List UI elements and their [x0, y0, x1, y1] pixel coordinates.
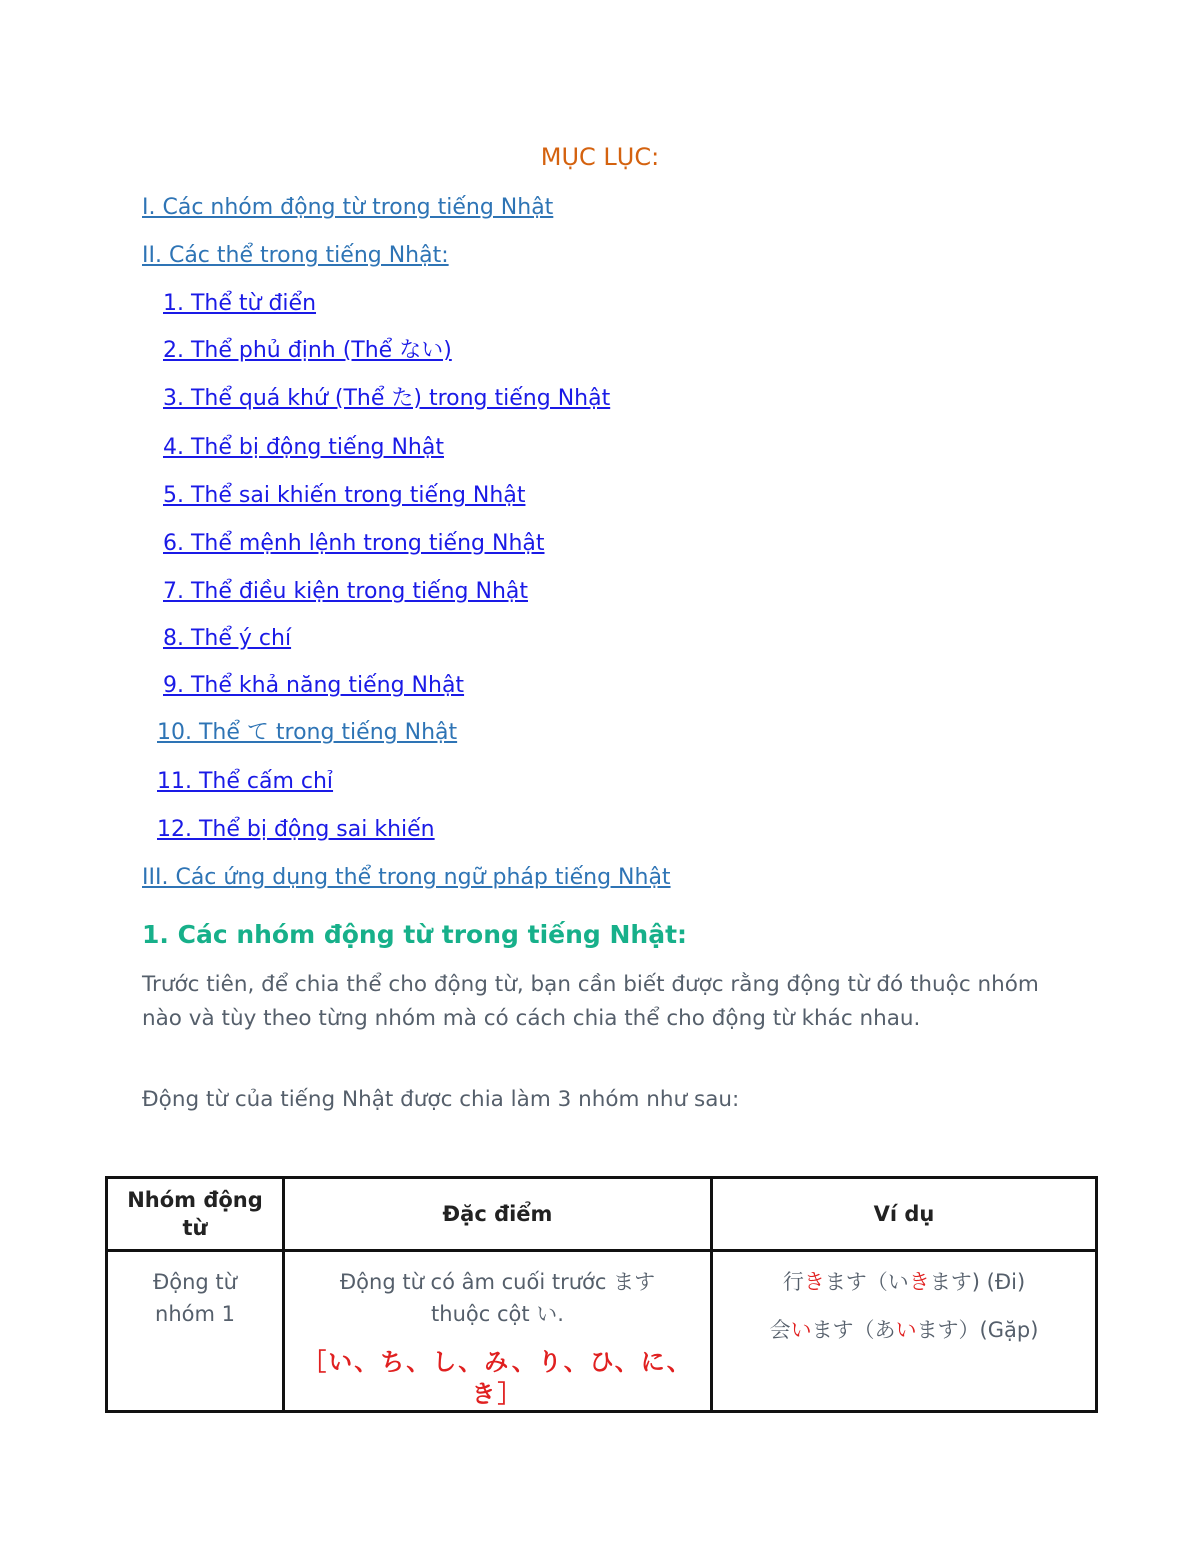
- toc-link-section-2[interactable]: II. Các thể trong tiếng Nhật:: [142, 243, 449, 268]
- toc-link-te-form[interactable]: 10. Thể て trong tiếng Nhật: [157, 720, 458, 745]
- example-line: 会います（あいます）(Gặp): [769, 1318, 1039, 1342]
- toc-link-passive-form[interactable]: 4. Thể bị động tiếng Nhật: [163, 435, 444, 460]
- toc-link-negative-form[interactable]: 2. Thể phủ định (Thể ない): [163, 338, 452, 363]
- header-example: Ví dụ: [712, 1178, 1097, 1251]
- section-heading: 1. Các nhóm động từ trong tiếng Nhật:: [142, 920, 688, 949]
- groups-paragraph: Động từ của tiếng Nhật được chia làm 3 nhóm như sau:: [142, 1087, 740, 1112]
- header-group: Nhóm động từ: [107, 1178, 284, 1251]
- feature-text: Động từ có âm cuối trước ます thuộc cột い.: [339, 1270, 656, 1326]
- toc-link-conditional-form[interactable]: 7. Thể điều kiện trong tiếng Nhật: [163, 579, 528, 604]
- verb-group-table: [105, 1176, 1098, 1413]
- toc-link-potential-form[interactable]: 9. Thể khả năng tiếng Nhật: [163, 673, 465, 698]
- toc-link-causative-form[interactable]: 5. Thể sai khiến trong tiếng Nhật: [163, 483, 526, 508]
- cell-group: [107, 1251, 284, 1412]
- table-row: [107, 1251, 1097, 1412]
- toc-link-causative-passive-form[interactable]: 12. Thể bị động sai khiến: [157, 817, 435, 842]
- group-text: Động từ nhóm 1: [153, 1270, 237, 1326]
- cell-feature: [284, 1251, 712, 1412]
- example-line: 行きます（いきます) (Đi): [782, 1270, 1026, 1294]
- toc-link-volitional-form[interactable]: 8. Thể ý chí: [163, 626, 292, 651]
- toc-link-dictionary-form[interactable]: 1. Thể từ điển: [163, 291, 317, 316]
- toc-link-prohibitive-form[interactable]: 11. Thể cấm chỉ: [157, 769, 334, 794]
- toc-link-section-3[interactable]: III. Các ứng dụng thể trong ngữ pháp tiếng Nhật: [142, 865, 671, 890]
- table-header-row: [107, 1178, 1097, 1251]
- toc-link-section-1[interactable]: I. Các nhóm động từ trong tiếng Nhật: [142, 195, 554, 220]
- intro-paragraph: Trước tiên, để chia thể cho động từ, bạn cần biết được rằng động từ đó thuộc nhóm nào và tùy theo từng nhóm mà có cách chia thể cho động từ khác nhau.: [142, 972, 1039, 1031]
- toc-link-past-form[interactable]: 3. Thể quá khứ (Thể た) trong tiếng Nhật: [163, 386, 611, 411]
- header-feature: Đặc điểm: [284, 1178, 712, 1251]
- cell-example: [712, 1251, 1097, 1412]
- toc-title: MỤC LỤC:: [540, 143, 660, 171]
- feature-highlight: ［い、ち、し、み、り、ひ、に、き］: [302, 1348, 693, 1408]
- toc-link-imperative-form[interactable]: 6. Thể mệnh lệnh trong tiếng Nhật: [163, 531, 545, 556]
